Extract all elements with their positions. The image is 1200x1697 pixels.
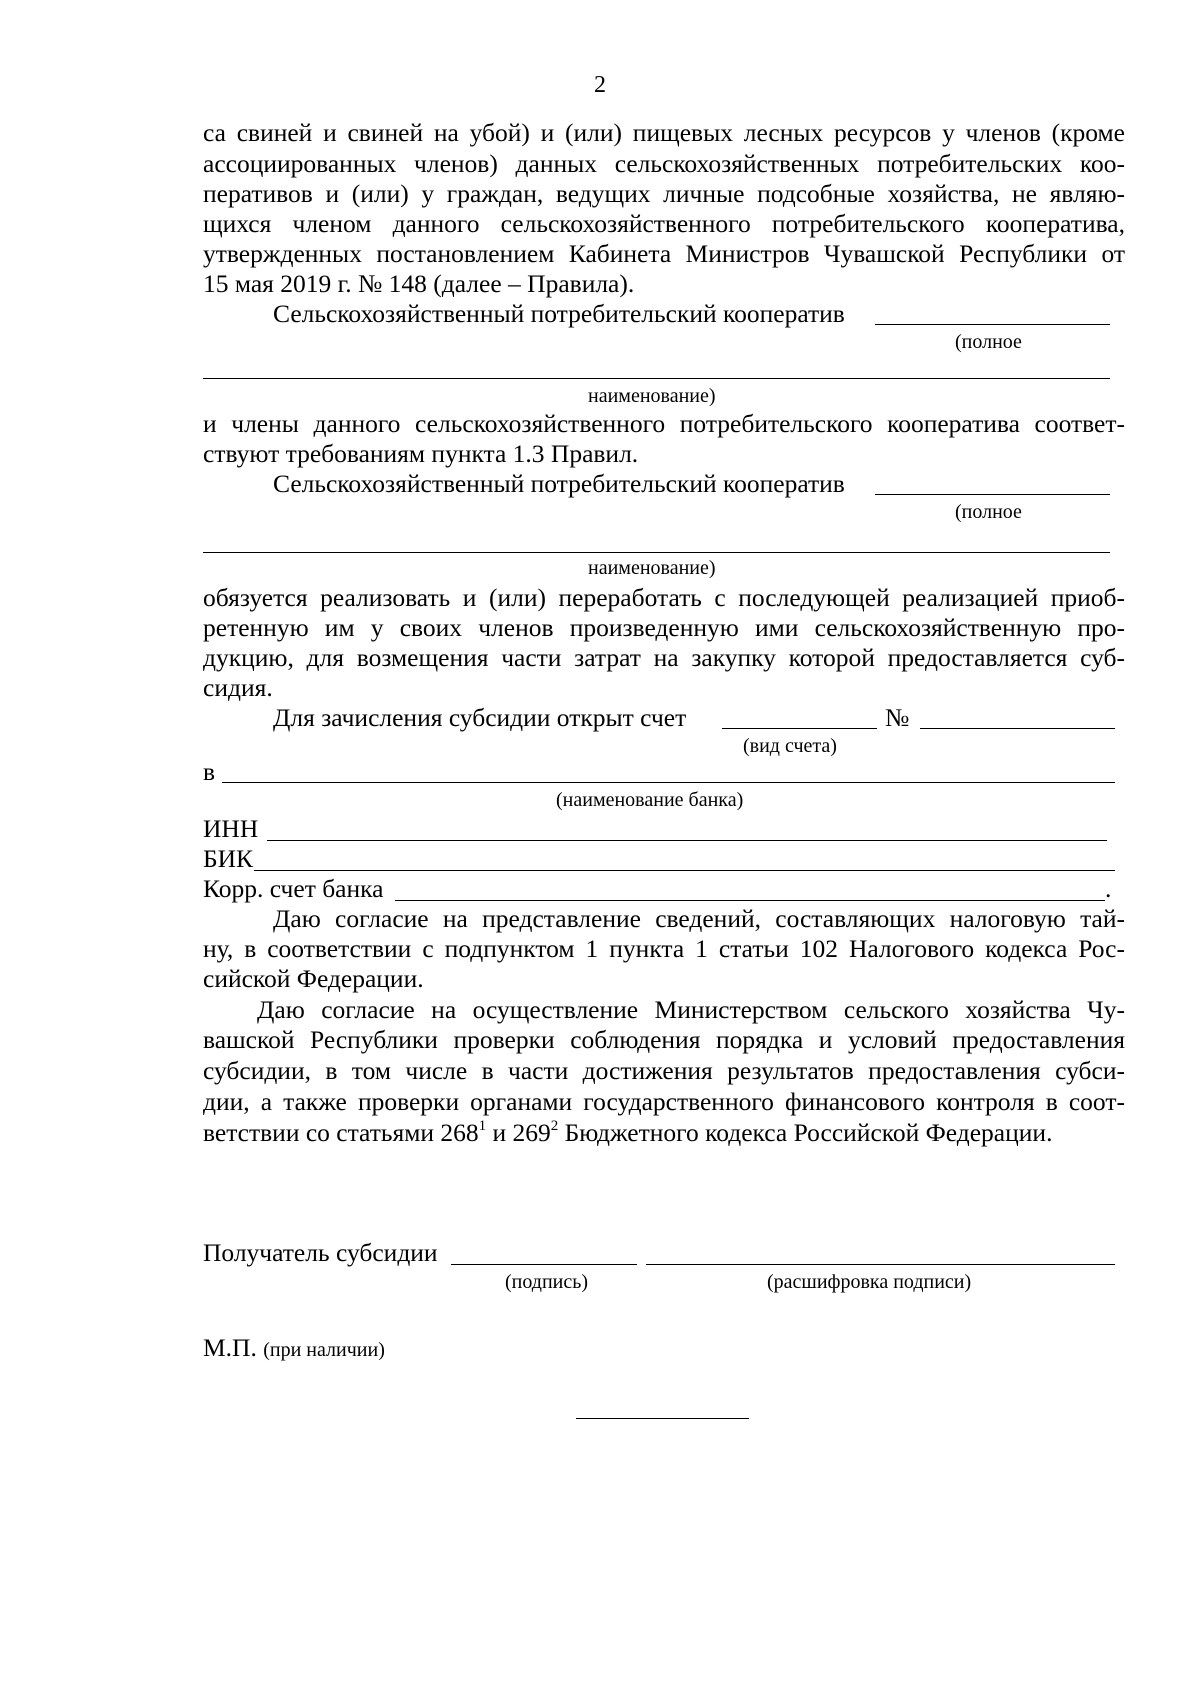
consent2-line: Даю согласие на осуществление Министерством сельского хозяйства Чу-	[257, 995, 1125, 1024]
intro-line: ассоциированных членов) данных сельскохозяйственных потребительских коо-	[203, 149, 1125, 178]
recipient-label: Получатель субсидии	[203, 1238, 438, 1267]
bank-prefix: в	[203, 757, 216, 786]
page-number: 2	[594, 72, 606, 98]
para3-line: сидия.	[203, 673, 273, 702]
consent1-line: Даю согласие на представление сведений, составляющих налоговую тай-	[273, 904, 1125, 933]
bik-label: БИК	[203, 844, 254, 873]
coop1-name-field[interactable]	[875, 324, 1110, 325]
consent1-line: сийской Федерации.	[203, 964, 424, 993]
para3-line: ретенную им у своих членов произведенную ими сельскохозяйственную про-	[203, 613, 1125, 642]
coop1-caption-full: (полное	[955, 331, 1022, 353]
consent2-last-post: Бюджетного кодекса Российской Федерации.	[558, 1118, 1053, 1147]
account-type-field[interactable]	[722, 728, 877, 729]
signature-decode-field[interactable]	[646, 1264, 1115, 1265]
intro-line: перативов и (или) у граждан, ведущих личные подсобные хозяйства, не являю-	[203, 179, 1125, 208]
para3-line: дукцию, для возмещения части затрат на закупку которой предоставляется суб-	[203, 643, 1125, 672]
consent1-line: ну, в соответствии с подпунктом 1 пункта 1 статьи 102 Налогового кодекса Рос-	[203, 934, 1125, 963]
consent2-last-pre: ветствии со статьями 268	[203, 1118, 479, 1147]
inn-field[interactable]	[267, 840, 1107, 841]
bank-name-caption: (наименование банка)	[556, 789, 744, 811]
article-269-sup: 2	[550, 1117, 559, 1134]
coop2-name-field[interactable]	[875, 494, 1110, 495]
coop1-label: Сельскохозяйственный потребительский кооператив	[273, 299, 845, 328]
coop2-caption-name: наименование)	[588, 557, 716, 579]
consent2-last-mid: и 269	[486, 1118, 551, 1147]
account-number-field[interactable]	[920, 728, 1115, 729]
para2-line: ствуют требованиям пункта 1.3 Правил.	[203, 439, 639, 468]
intro-line: 15 мая 2019 г. № 148 (далее – Правила).	[203, 269, 635, 298]
consent2-line: субсидии, в том числе в части достижения результатов предоставления субси-	[203, 1056, 1125, 1085]
article-268-sup: 1	[478, 1117, 487, 1134]
intro-line: са свиней и свиней на убой) и (или) пищевых лесных ресурсов у членов (кроме	[203, 118, 1125, 147]
signature-caption: (подпись)	[505, 1271, 589, 1293]
inn-label: ИНН	[203, 814, 259, 843]
corr-end-period: .	[1105, 874, 1112, 903]
intro-line: щихся членом данного сельскохозяйственного потребительского кооператива,	[203, 209, 1125, 238]
consent2-line: дии, а также проверки органами государственного финансового контроля в соот-	[203, 1087, 1125, 1116]
account-number-sign: №	[885, 703, 910, 732]
consent2-line: вашской Республики проверки соблюдения порядка и условий предоставления	[203, 1025, 1125, 1054]
para3-line: обязуется реализовать и (или) переработать с последующей реализацией приоб-	[203, 583, 1125, 612]
signature-decode-caption: (расшифровка подписи)	[767, 1271, 972, 1293]
coop2-caption-full: (полное	[955, 501, 1022, 523]
coop2-name-field-2[interactable]	[203, 552, 1110, 553]
coop1-caption-name: наименование)	[588, 385, 716, 407]
coop2-label: Сельскохозяйственный потребительский кооператив	[273, 469, 845, 498]
stamp-mp: М.П.	[203, 1333, 257, 1362]
corr-label: Корр. счет банка	[203, 874, 384, 903]
stamp-label	[203, 1332, 385, 1366]
account-type-caption: (вид счета)	[743, 735, 837, 757]
stamp-note: (при наличии)	[263, 1339, 385, 1361]
corr-account-field[interactable]	[395, 900, 1105, 901]
account-label: Для зачисления субсидии открыт счет	[273, 703, 687, 732]
coop1-name-field-2[interactable]	[203, 378, 1110, 379]
bik-field[interactable]	[254, 870, 1115, 871]
para2-line: и члены данного сельскохозяйственного потребительского кооператива соответ-	[203, 409, 1125, 438]
intro-line: утвержденных постановлением Кабинета Министров Чувашской Республики от	[203, 239, 1125, 268]
consent2-last-line	[203, 1117, 1052, 1148]
bank-name-field[interactable]	[222, 782, 1115, 783]
closing-divider	[576, 1418, 749, 1419]
signature-field[interactable]	[451, 1264, 637, 1265]
